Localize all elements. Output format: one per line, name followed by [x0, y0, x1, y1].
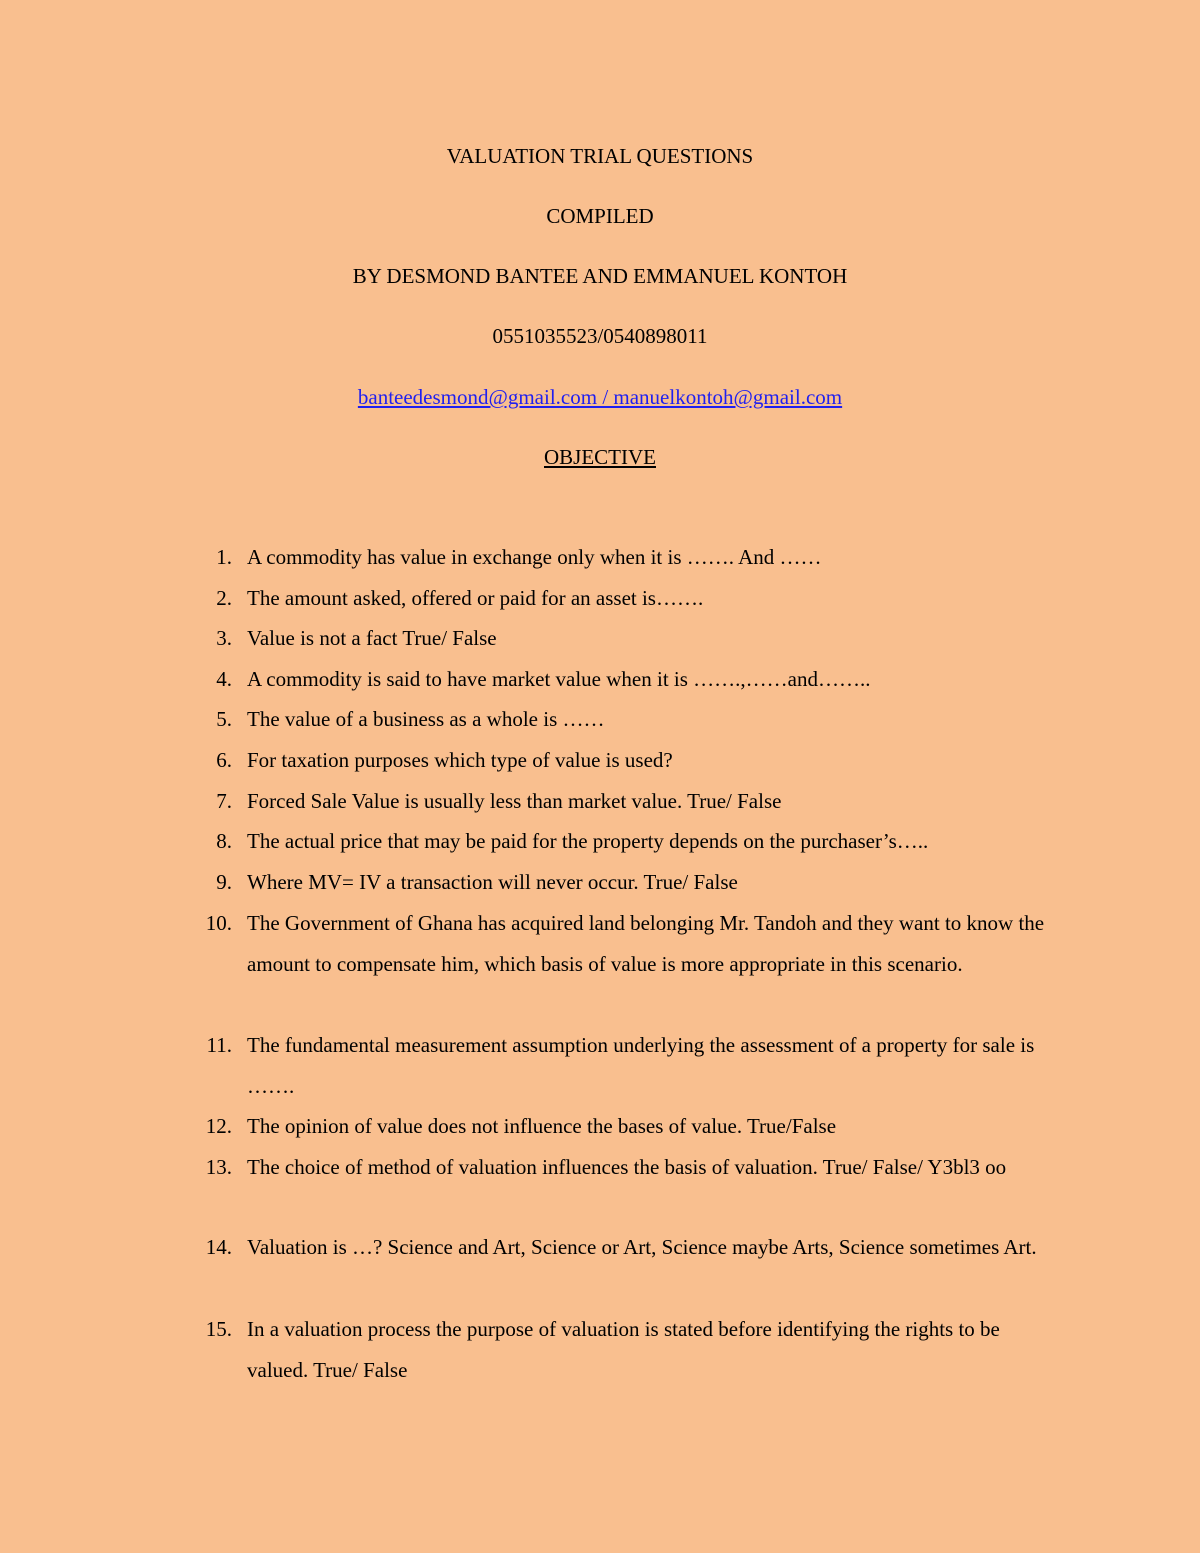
question-number: 2. [216, 586, 232, 610]
question-text: The Government of Ghana has acquired land belonging Mr. Tandoh and they want to know the amount to compensate him, which basis of value is more appropriate in this scenario. [247, 911, 1045, 976]
question-number: 15. [205, 1317, 232, 1341]
question-text: Valuation is …? Science and Art, Science or Art, Science maybe Arts, Science sometimes Art. [247, 1235, 1037, 1259]
question-text: The choice of method of valuation influences the basis of valuation. True/ False/ Y3bl3 oo [247, 1155, 1007, 1179]
question-text: Where MV= IV a transaction will never occur. True/ False [247, 870, 738, 894]
question-number: 10. [205, 911, 232, 935]
question-number: 7. [216, 789, 232, 813]
question-number: 12. [205, 1114, 232, 1138]
question-text: The value of a business as a whole is …… [247, 707, 605, 731]
question-text: In a valuation process the purpose of valuation is stated before identifying the rights to be valued. True/ False [247, 1317, 1000, 1382]
question-text: A commodity has value in exchange only when it is ……. And …… [247, 545, 822, 569]
question-number: 1. [216, 545, 232, 569]
question-text: For taxation purposes which type of value is used? [247, 748, 673, 772]
question-number: 11. [206, 1033, 232, 1057]
question-number: 8. [216, 829, 232, 853]
question-text: The amount asked, offered or paid for an asset is……. [247, 586, 704, 610]
compiled-label: COMPILED [546, 204, 654, 228]
document-title: VALUATION TRIAL QUESTIONS [446, 144, 754, 168]
question-text: The actual price that may be paid for the property depends on the purchaser’s….. [247, 829, 929, 853]
email-links[interactable]: banteedesmond@gmail.com / manuelkontoh@gmail.com [357, 385, 843, 409]
question-number: 4. [216, 667, 232, 691]
question-text: The opinion of value does not influence the bases of value. True/False [247, 1114, 837, 1138]
question-number: 9. [216, 870, 232, 894]
question-text: The fundamental measurement assumption underlying the assessment of a property for sale is ……. [247, 1033, 1035, 1098]
question-text: Forced Sale Value is usually less than market value. True/ False [247, 789, 782, 813]
question-text: A commodity is said to have market value when it is …….,……and…….. [247, 667, 871, 691]
question-number: 13. [205, 1155, 232, 1179]
question-number: 6. [216, 748, 232, 772]
phone-numbers: 0551035523/0540898011 [492, 324, 708, 348]
objective-heading: OBJECTIVE [544, 445, 656, 469]
question-number: 5. [216, 707, 232, 731]
question-text: Value is not a fact True/ False [247, 626, 497, 650]
authors-line: BY DESMOND BANTEE AND EMMANUEL KONTOH [352, 264, 848, 288]
question-number: 3. [216, 626, 232, 650]
question-number: 14. [205, 1235, 232, 1259]
